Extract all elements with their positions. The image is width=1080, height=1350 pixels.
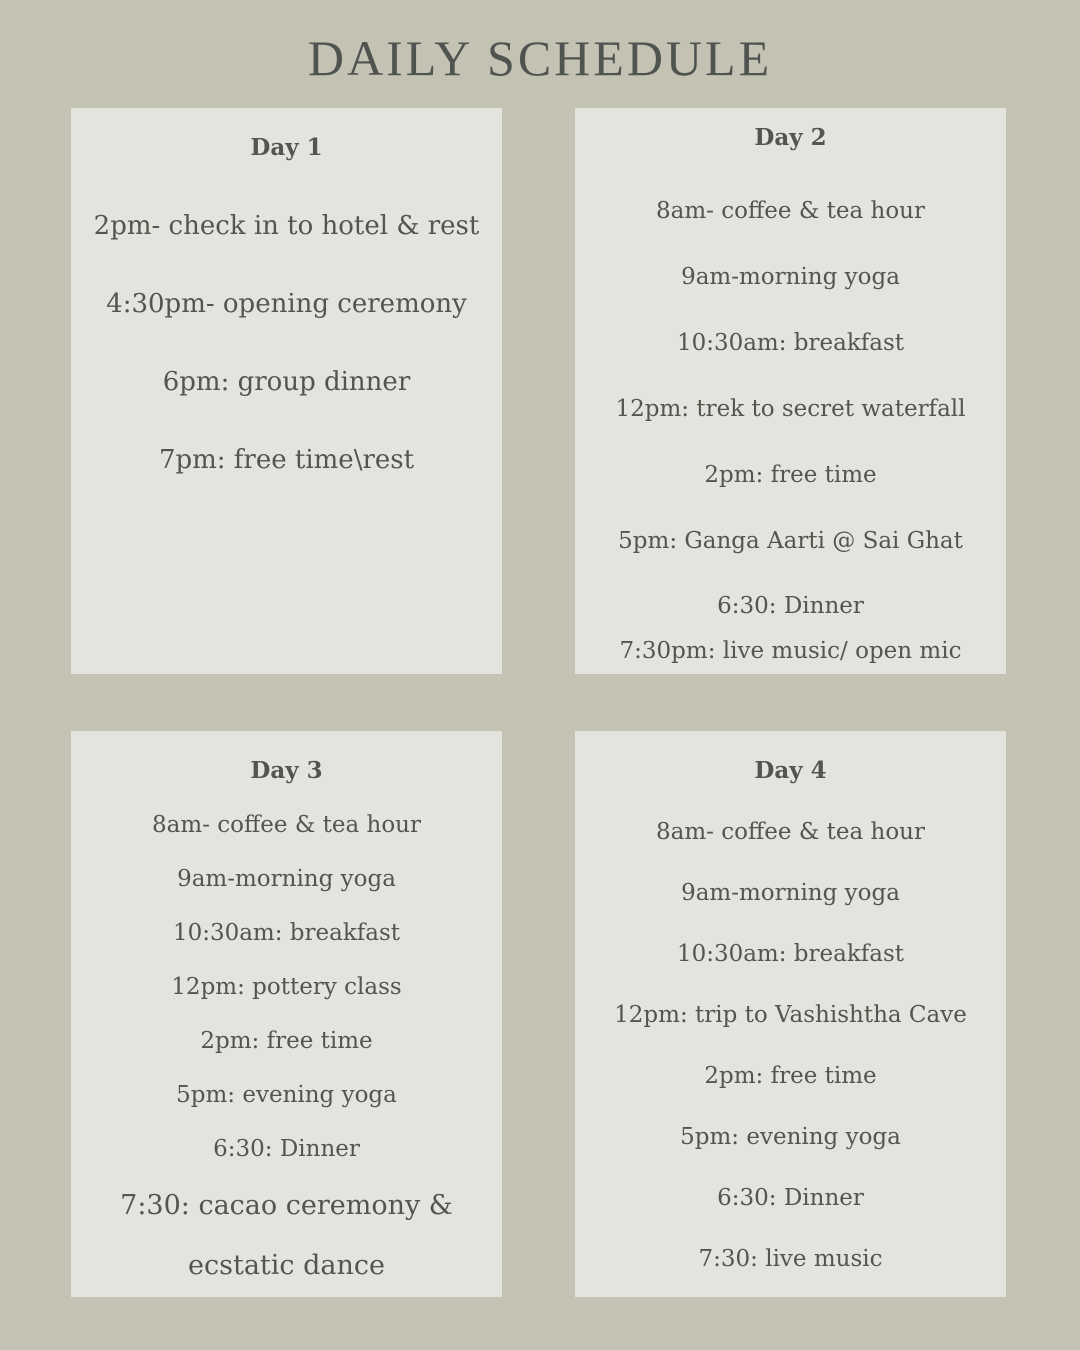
schedule-item: 2pm: free time [704,462,877,488]
day-1-card [71,108,502,674]
schedule-item: 8am- coffee & tea hour [656,198,925,224]
schedule-item: 7:30: cacao ceremony & [120,1190,453,1221]
day-3-heading: Day 3 [250,757,323,784]
schedule-item: 8am- coffee & tea hour [656,819,925,845]
schedule-item: 5pm: evening yoga [680,1124,901,1150]
schedule-item: 2pm: free time [200,1028,373,1054]
schedule-item: 10:30am: breakfast [676,941,905,967]
schedule-item: 6:30: Dinner [213,1136,360,1162]
schedule-item: 6:30: Dinner [717,593,864,619]
day-4-heading: Day 4 [754,757,827,784]
schedule-item: 5pm: evening yoga [176,1082,397,1108]
day-2-card [575,108,1006,674]
schedule-item: 8am- coffee & tea hour [152,812,421,838]
schedule-item: 7:30: live music [698,1246,883,1272]
schedule-item: 5pm: Ganga Aarti @ Sai Ghat [618,528,963,554]
day-4-card [575,731,1006,1297]
day-1-heading: Day 1 [250,134,323,161]
schedule-item: 10:30am: breakfast [172,920,401,946]
schedule-item: 6pm: group dinner [162,367,411,397]
schedule-item: 10:30am: breakfast [676,330,905,356]
schedule-item: ecstatic dance [188,1250,385,1281]
day-3-card [71,731,502,1297]
schedule-item: 4:30pm- opening ceremony [106,289,467,319]
schedule-item: 2pm- check in to hotel & rest [93,211,480,241]
schedule-item: 2pm: free time [704,1063,877,1089]
day-2-heading: Day 2 [754,124,827,151]
schedule-item: 7:30pm: live music/ open mic [619,638,962,664]
schedule-item: 9am-morning yoga [681,264,900,290]
schedule-item: 6:30: Dinner [717,1185,864,1211]
schedule-item: 9am-morning yoga [177,866,396,892]
schedule-item: 7pm: free time\rest [158,445,415,475]
page-title: DAILY SCHEDULE [307,30,773,86]
schedule-item: 12pm: trip to Vashishtha Cave [614,1002,967,1028]
schedule-item: 12pm: pottery class [171,974,402,1000]
schedule-item: 12pm: trek to secret waterfall [615,396,966,422]
schedule-item: 9am-morning yoga [681,880,900,906]
